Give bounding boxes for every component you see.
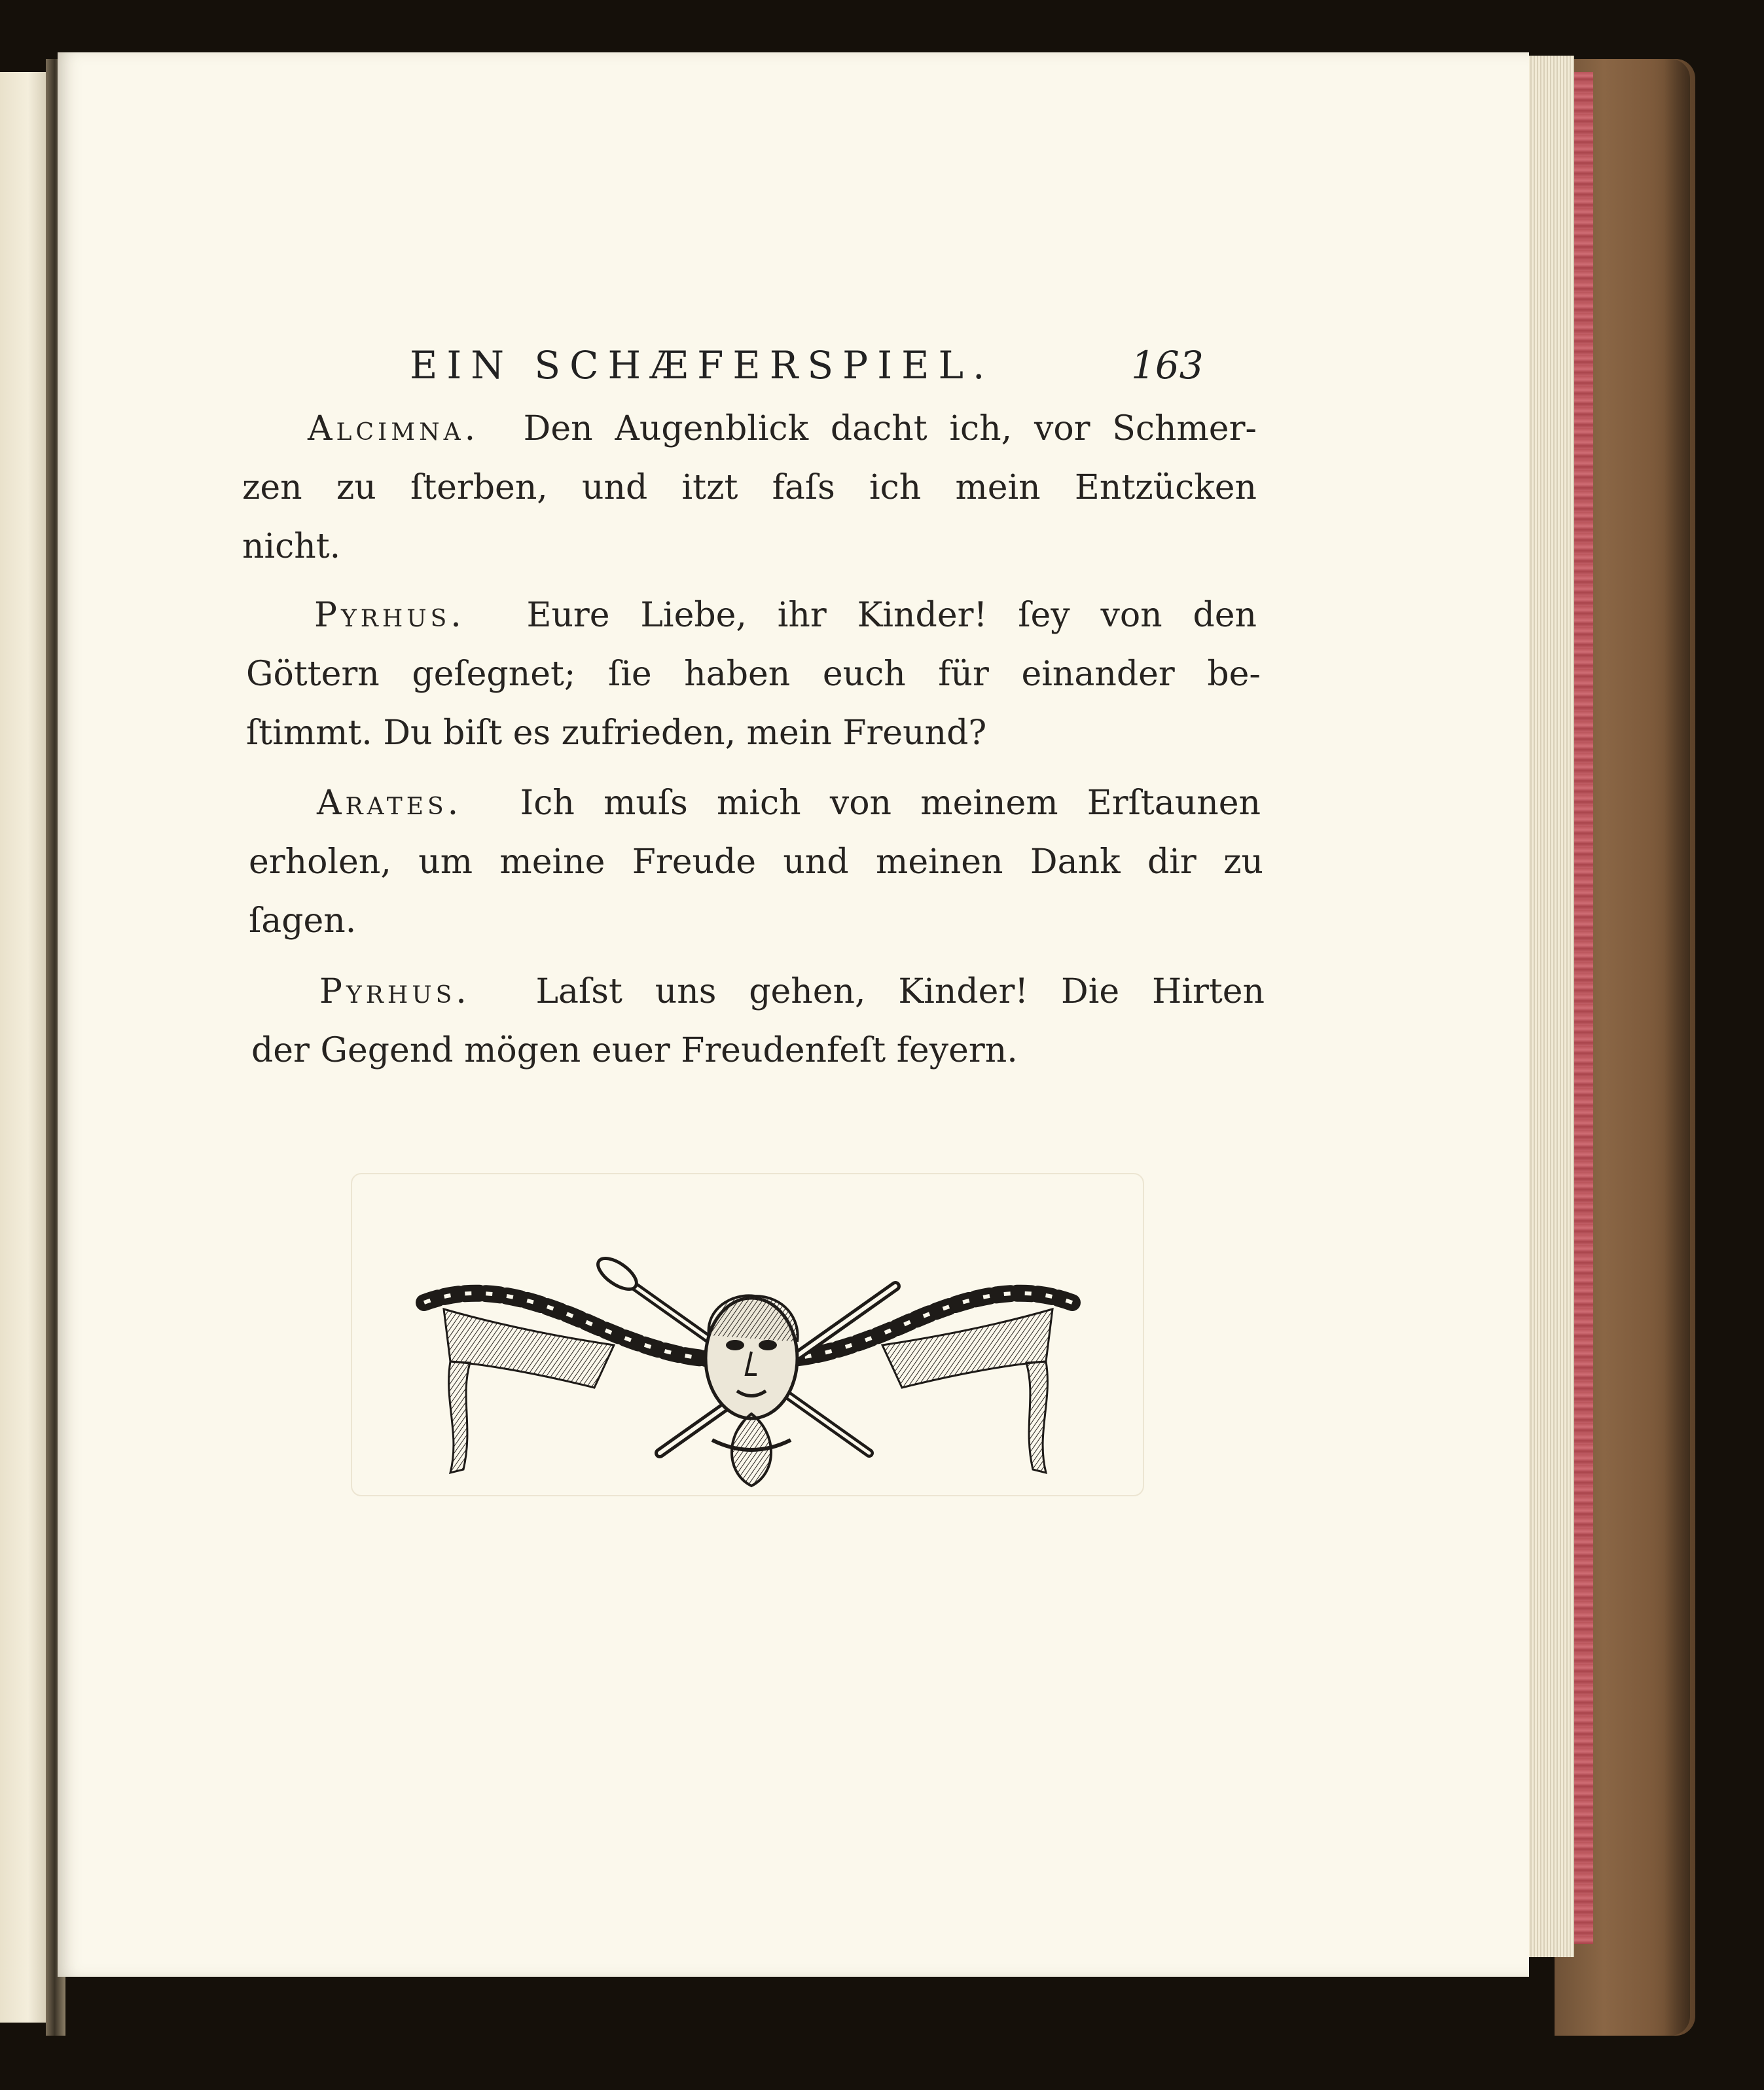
speaker-name: Pyrhus.: [314, 596, 465, 635]
text-line: [249, 780, 1261, 826]
text-line: [246, 592, 1257, 638]
line-text: Eure Liebe, ihr Kinder! ſey von den: [526, 596, 1257, 635]
speaker-name: Alcimna.: [308, 409, 480, 448]
page-number: 163: [1131, 343, 1204, 387]
red-page-edge: [1571, 72, 1593, 1944]
line-text: Ich muſs mich von meinem Erſtaunen: [520, 784, 1261, 823]
text-line: ſagen.: [249, 901, 357, 941]
speaker-name: Pyrhus.: [319, 972, 471, 1011]
running-title: EIN SCHÆFERSPIEL.: [410, 343, 994, 387]
text-line: nicht.: [242, 527, 341, 566]
text-line: [251, 969, 1265, 1015]
text-line: zen zu ſterben, und itzt faſs ich mein Entzücken: [242, 468, 1257, 507]
text-line: [242, 406, 1257, 452]
book-page: [58, 52, 1529, 1977]
line-text: Den Augenblick dacht ich, vor Schmer-: [523, 409, 1257, 448]
line-text: Laſst uns gehen, Kinder! Die Hirten: [535, 972, 1265, 1011]
text-line: der Gegend mögen euer Freudenfeſt feyern.: [251, 1031, 1018, 1070]
page-block-edges: [1525, 56, 1574, 1957]
speaker-name: Arates.: [317, 784, 463, 823]
text-line: Göttern geſegnet; ſie haben euch für einander be-: [246, 655, 1261, 694]
text-line: ſtimmt. Du biſt es zufrieden, mein Freund?: [246, 713, 987, 753]
ornament-vignette-image: [398, 1211, 1098, 1551]
previous-page-sliver: [0, 72, 51, 2023]
text-line: erholen, um meine Freude und meinen Dank dir zu: [249, 842, 1263, 882]
